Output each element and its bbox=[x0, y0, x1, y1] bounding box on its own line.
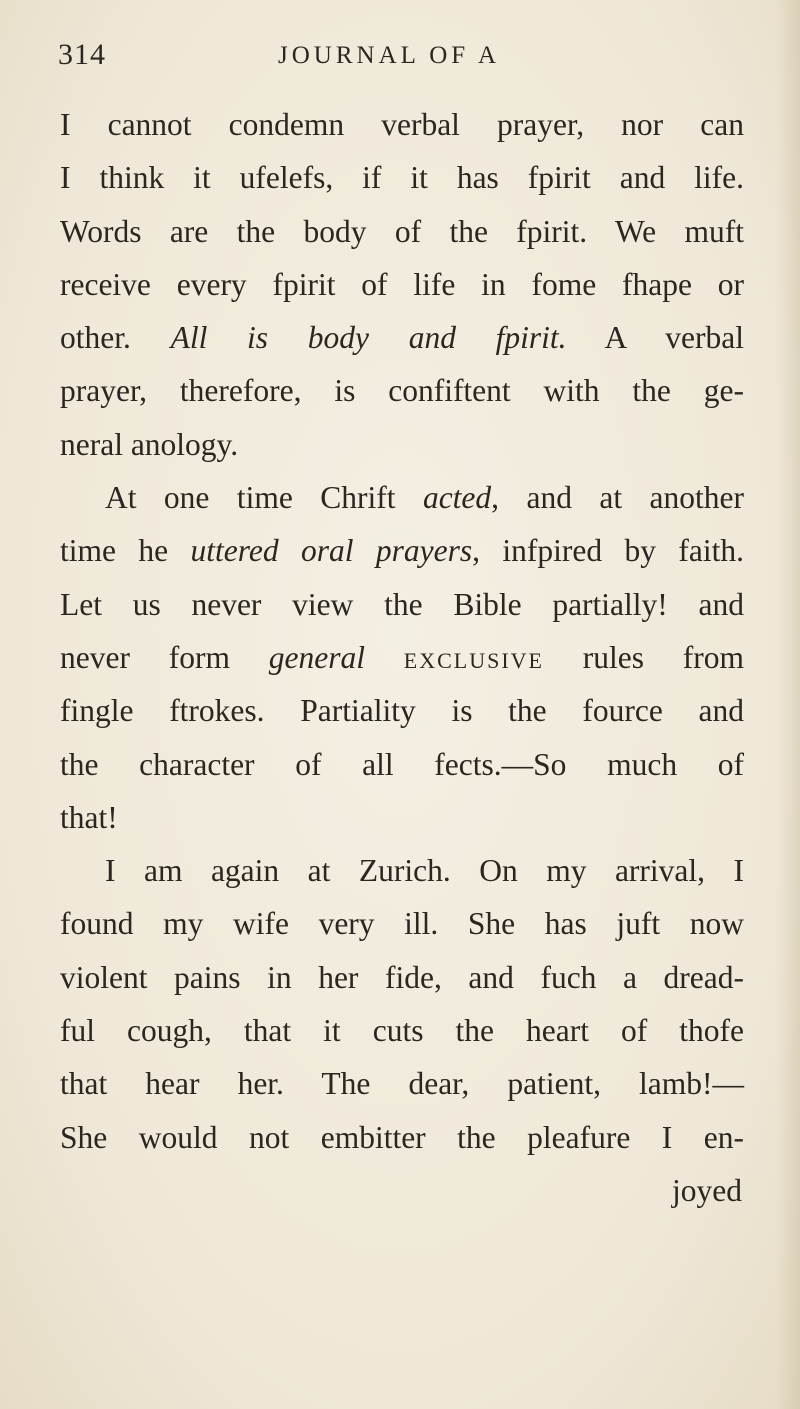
body-text bbox=[60, 98, 744, 1217]
text-line: found my wife very ill. She has juft now bbox=[60, 906, 744, 942]
catchword: joyed bbox=[672, 1172, 742, 1208]
text-line: never form general EXCLUSIVE rules from bbox=[60, 639, 745, 675]
italic-phrase: general bbox=[268, 639, 365, 675]
text-line: Words are the body of the fpirit. We muft bbox=[60, 213, 744, 249]
text-line: prayer, therefore, is confiftent with the ge- bbox=[60, 373, 744, 409]
text-line: I cannot condemn verbal prayer, nor can bbox=[60, 107, 744, 142]
italic-phrase: All is body and fpirit. bbox=[170, 320, 567, 356]
text-line: ful cough, that it cuts the heart of thofe bbox=[60, 1013, 744, 1049]
italic-phrase: uttered oral prayers bbox=[190, 533, 473, 569]
paragraph-end-line: neral anology. bbox=[60, 426, 239, 462]
text-line: that hear her. The dear, patient, lamb!— bbox=[60, 1066, 744, 1102]
text-line: violent pains in her fide, and fuch a dread- bbox=[60, 959, 744, 995]
page-number: 314 bbox=[58, 38, 106, 71]
text-line: receive every fpirit of life in fome fhape or bbox=[60, 266, 744, 302]
text-line: She would not embitter the pleafure I en- bbox=[60, 1119, 744, 1155]
text-line: Let us never view the Bible partially! and bbox=[60, 586, 744, 622]
text-line: time he uttered oral prayers, infpired by faith. bbox=[60, 533, 744, 569]
text-line: other. All is body and fpirit. A verbal bbox=[60, 320, 744, 356]
page-header bbox=[0, 30, 800, 90]
small-caps-word: EXCLUSIVE bbox=[403, 647, 544, 673]
italic-phrase: acted bbox=[422, 480, 492, 516]
text-line: the character of all fects.—So much of bbox=[60, 746, 744, 782]
running-head: JOURNAL OF A bbox=[278, 42, 501, 69]
paragraph-start-line: I am again at Zurich. On my arrival, I bbox=[105, 853, 744, 889]
text-line: fingle ftrokes. Partiality is the fource and bbox=[60, 693, 744, 729]
paragraph-end-line: that! bbox=[60, 799, 118, 835]
page-edge-shadow bbox=[776, 0, 800, 1409]
paragraph-start-line: At one time Chrift acted, and at another bbox=[105, 480, 744, 516]
text-line: I think it ufelefs, if it has fpirit and life. bbox=[60, 160, 744, 196]
